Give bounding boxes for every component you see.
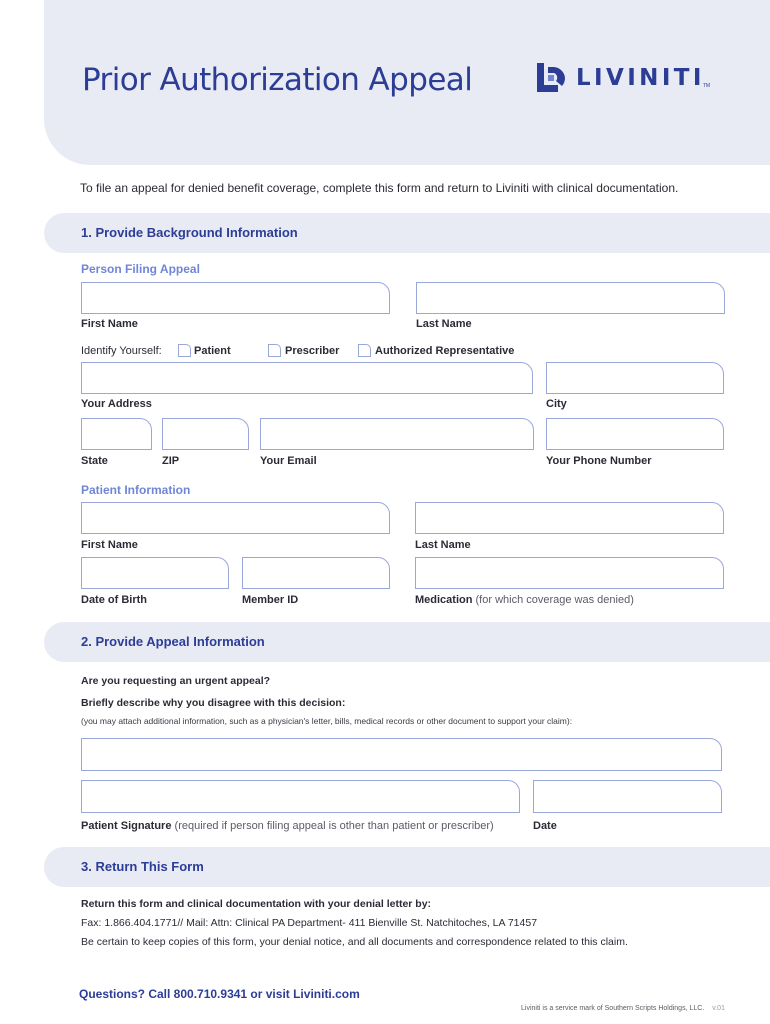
date-of-birth-label: Date of Birth xyxy=(81,594,147,606)
liviniti-logo xyxy=(534,60,710,96)
section-1-title: 1. Provide Background Information xyxy=(81,225,298,240)
patient-info-subhead: Patient Information xyxy=(81,483,191,497)
authorized-rep-checkbox[interactable] xyxy=(358,344,371,357)
medication-label: Medication (for which coverage was denied) xyxy=(415,594,634,606)
signature-note: (required if person filing appeal is other than patient or prescriber) xyxy=(174,820,494,832)
patient-checkbox[interactable] xyxy=(178,344,191,357)
zip-label: ZIP xyxy=(162,455,180,467)
version-label: v.01 xyxy=(712,1005,725,1012)
return-contact-info: Fax: 1.866.404.1771// Mail: Attn: Clinical PA Department- 411 Bienville St. Natchitoches, LA 71457 xyxy=(81,917,538,929)
return-instruction: Return this form and clinical documentation with your denial letter by: xyxy=(81,898,432,910)
email-label: Your Email xyxy=(260,455,317,467)
address-field[interactable] xyxy=(81,362,533,394)
prescriber-checkbox[interactable] xyxy=(268,344,281,357)
describe-disagreement-label: Briefly describe why you disagree with this decision: xyxy=(81,697,346,709)
medication-field[interactable] xyxy=(415,557,724,589)
email-field[interactable] xyxy=(260,418,534,450)
keep-copies-note: Be certain to keep copies of this form, your denial notice, and all documents and correspondence related to this claim. xyxy=(81,936,628,948)
identify-yourself-label: Identify Yourself: xyxy=(81,345,162,357)
zip-field[interactable] xyxy=(162,418,249,450)
signature-date-field[interactable] xyxy=(533,780,722,813)
questions-contact-link[interactable]: Questions? Call 800.710.9341 or visit Liviniti.com xyxy=(79,987,360,1001)
date-of-birth-field[interactable] xyxy=(81,557,229,589)
patient-option-label: Patient xyxy=(194,345,231,357)
patient-last-name-label: Last Name xyxy=(415,539,471,551)
filer-first-name-label: First Name xyxy=(81,318,138,330)
patient-first-name-field[interactable] xyxy=(81,502,390,534)
patient-signature-field[interactable] xyxy=(81,780,520,813)
section-2-bar xyxy=(44,622,770,662)
city-label: City xyxy=(546,398,567,410)
person-filing-subhead: Person Filing Appeal xyxy=(81,262,200,276)
city-field[interactable] xyxy=(546,362,724,394)
signature-date-label: Date xyxy=(533,820,557,832)
logo-wordmark: LIVINITI xyxy=(576,65,705,91)
section-3-bar xyxy=(44,847,770,887)
filer-first-name-field[interactable] xyxy=(81,282,390,314)
appeal-reason-field[interactable] xyxy=(81,738,722,771)
filer-last-name-label: Last Name xyxy=(416,318,472,330)
member-id-field[interactable] xyxy=(242,557,390,589)
prescriber-option-label: Prescriber xyxy=(285,345,340,357)
patient-first-name-label: First Name xyxy=(81,539,138,551)
liviniti-logo-mark-icon xyxy=(534,61,568,95)
phone-field[interactable] xyxy=(546,418,724,450)
address-label: Your Address xyxy=(81,398,152,410)
patient-last-name-field[interactable] xyxy=(415,502,724,534)
intro-text: To file an appeal for denied benefit coverage, complete this form and return to Liviniti with clinical documentation. xyxy=(80,181,679,195)
section-3-title: 3. Return This Form xyxy=(81,859,204,874)
filer-last-name-field[interactable] xyxy=(416,282,725,314)
authorized-rep-option-label: Authorized Representative xyxy=(375,345,515,357)
logo-trademark: TM xyxy=(702,83,711,89)
trademark-notice: Liviniti is a service mark of Southern Scripts Holdings, LLC. v.01 xyxy=(521,1005,725,1012)
phone-label: Your Phone Number xyxy=(546,455,652,467)
medication-note: (for which coverage was denied) xyxy=(475,594,634,606)
state-label: State xyxy=(81,455,108,467)
section-2-title: 2. Provide Appeal Information xyxy=(81,634,265,649)
patient-signature-label: Patient Signature (required if person filing appeal is other than patient or prescriber) xyxy=(81,820,494,832)
section-1-bar xyxy=(44,213,770,253)
urgent-appeal-question: Are you requesting an urgent appeal? xyxy=(81,675,271,687)
state-field[interactable] xyxy=(81,418,152,450)
page-title: Prior Authorization Appeal xyxy=(82,62,473,98)
member-id-label: Member ID xyxy=(242,594,299,606)
describe-disagreement-note: (you may attach additional information, such as a physician's letter, bills, medical records or other document to support your claim): xyxy=(81,716,573,726)
